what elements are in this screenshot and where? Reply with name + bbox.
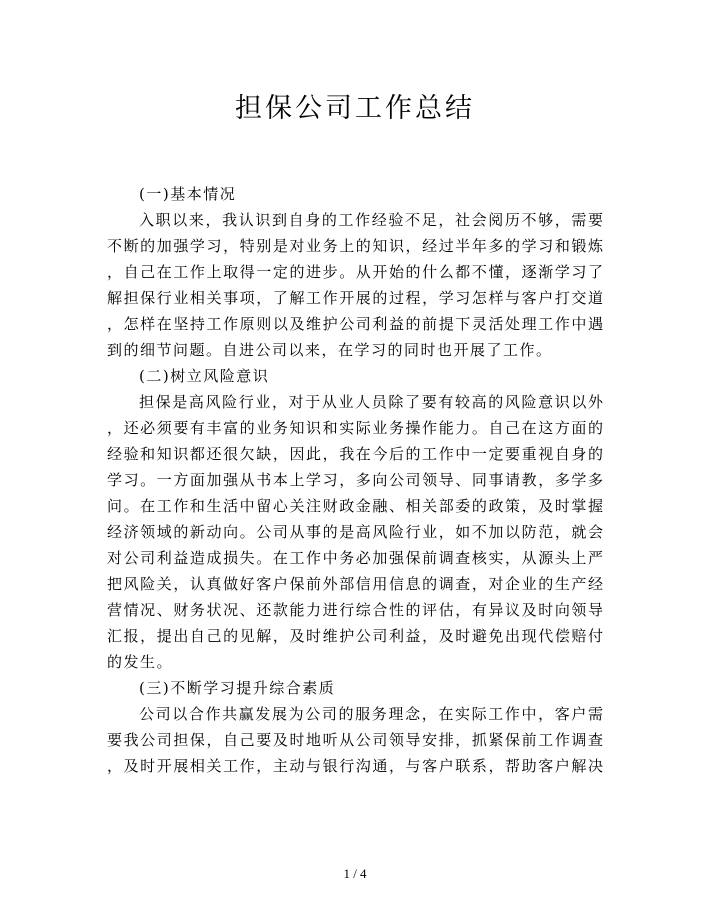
text-line: 问。在工作和生活中留心关注财政金融、相关部委的政策，及时掌握: [107, 497, 603, 515]
text-line: ，自己在工作上取得一定的进步。从开始的什么都不懂，逐渐学习了: [107, 263, 603, 281]
section-heading-basic-situation: (一)基本情况: [139, 185, 237, 203]
text-line: 要我公司担保，自己要及时地听从公司领导安排，抓紧保前工作调查: [107, 731, 603, 749]
text-line: 的发生。: [107, 653, 174, 671]
text-line: 公司以合作共赢发展为公司的服务理念，在实际工作中，客户需: [139, 705, 603, 723]
text-line: ，还必须要有丰富的业务知识和实际业务操作能力。自己在这方面的: [107, 419, 603, 437]
text-line: 到的细节问题。自进公司以来，在学习的同时也开展了工作。: [107, 341, 553, 359]
page-title: 担保公司工作总结: [235, 93, 475, 124]
document-body: [107, 181, 603, 779]
text-line: 不断的加强学习，特别是对业务上的知识，经过半年多的学习和锻炼: [107, 237, 603, 255]
page-number: 1 / 4: [343, 866, 367, 881]
section-heading-continuous-learning: (三)不断学习提升综合素质: [139, 679, 336, 697]
text-line: ，怎样在坚持工作原则以及维护公司利益的前提下灵活处理工作中遇: [107, 315, 603, 333]
text-line: 对公司利益造成损失。在工作中务必加强保前调查核实，从源头上严: [107, 549, 603, 567]
text-line: 学习。一方面加强从书本上学习，多向公司领导、同事请教，多学多: [107, 471, 603, 489]
text-line: 担保是高风险行业，对于从业人员除了要有较高的风险意识以外: [139, 393, 603, 411]
text-line: 经验和知识都还很欠缺，因此，我在今后的工作中一定要重视自身的: [107, 445, 603, 463]
text-line: 把风险关，认真做好客户保前外部信用信息的调查，对企业的生产经: [107, 575, 603, 593]
text-line: 入职以来，我认识到自身的工作经验不足，社会阅历不够，需要: [139, 211, 603, 229]
paragraph-risk-awareness: [107, 389, 603, 675]
section-heading-risk-awareness: (二)树立风险意识: [139, 367, 270, 385]
text-line: 经济领域的新动向。公司从事的是高风险行业，如不加以防范，就会: [107, 523, 603, 541]
paragraph-basic-situation: [107, 207, 603, 363]
paragraph-continuous-learning: [107, 701, 603, 779]
text-line: 汇报，提出自己的见解，及时维护公司利益，及时避免出现代偿赔付: [107, 627, 603, 645]
text-line: ，及时开展相关工作，主动与银行沟通，与客户联系，帮助客户解决: [107, 757, 603, 775]
text-line: 营情况、财务状况、还款能力进行综合性的评估，有异议及时向领导: [107, 601, 603, 619]
text-line: 解担保行业相关事项，了解工作开展的过程，学习怎样与客户打交道: [107, 289, 603, 307]
